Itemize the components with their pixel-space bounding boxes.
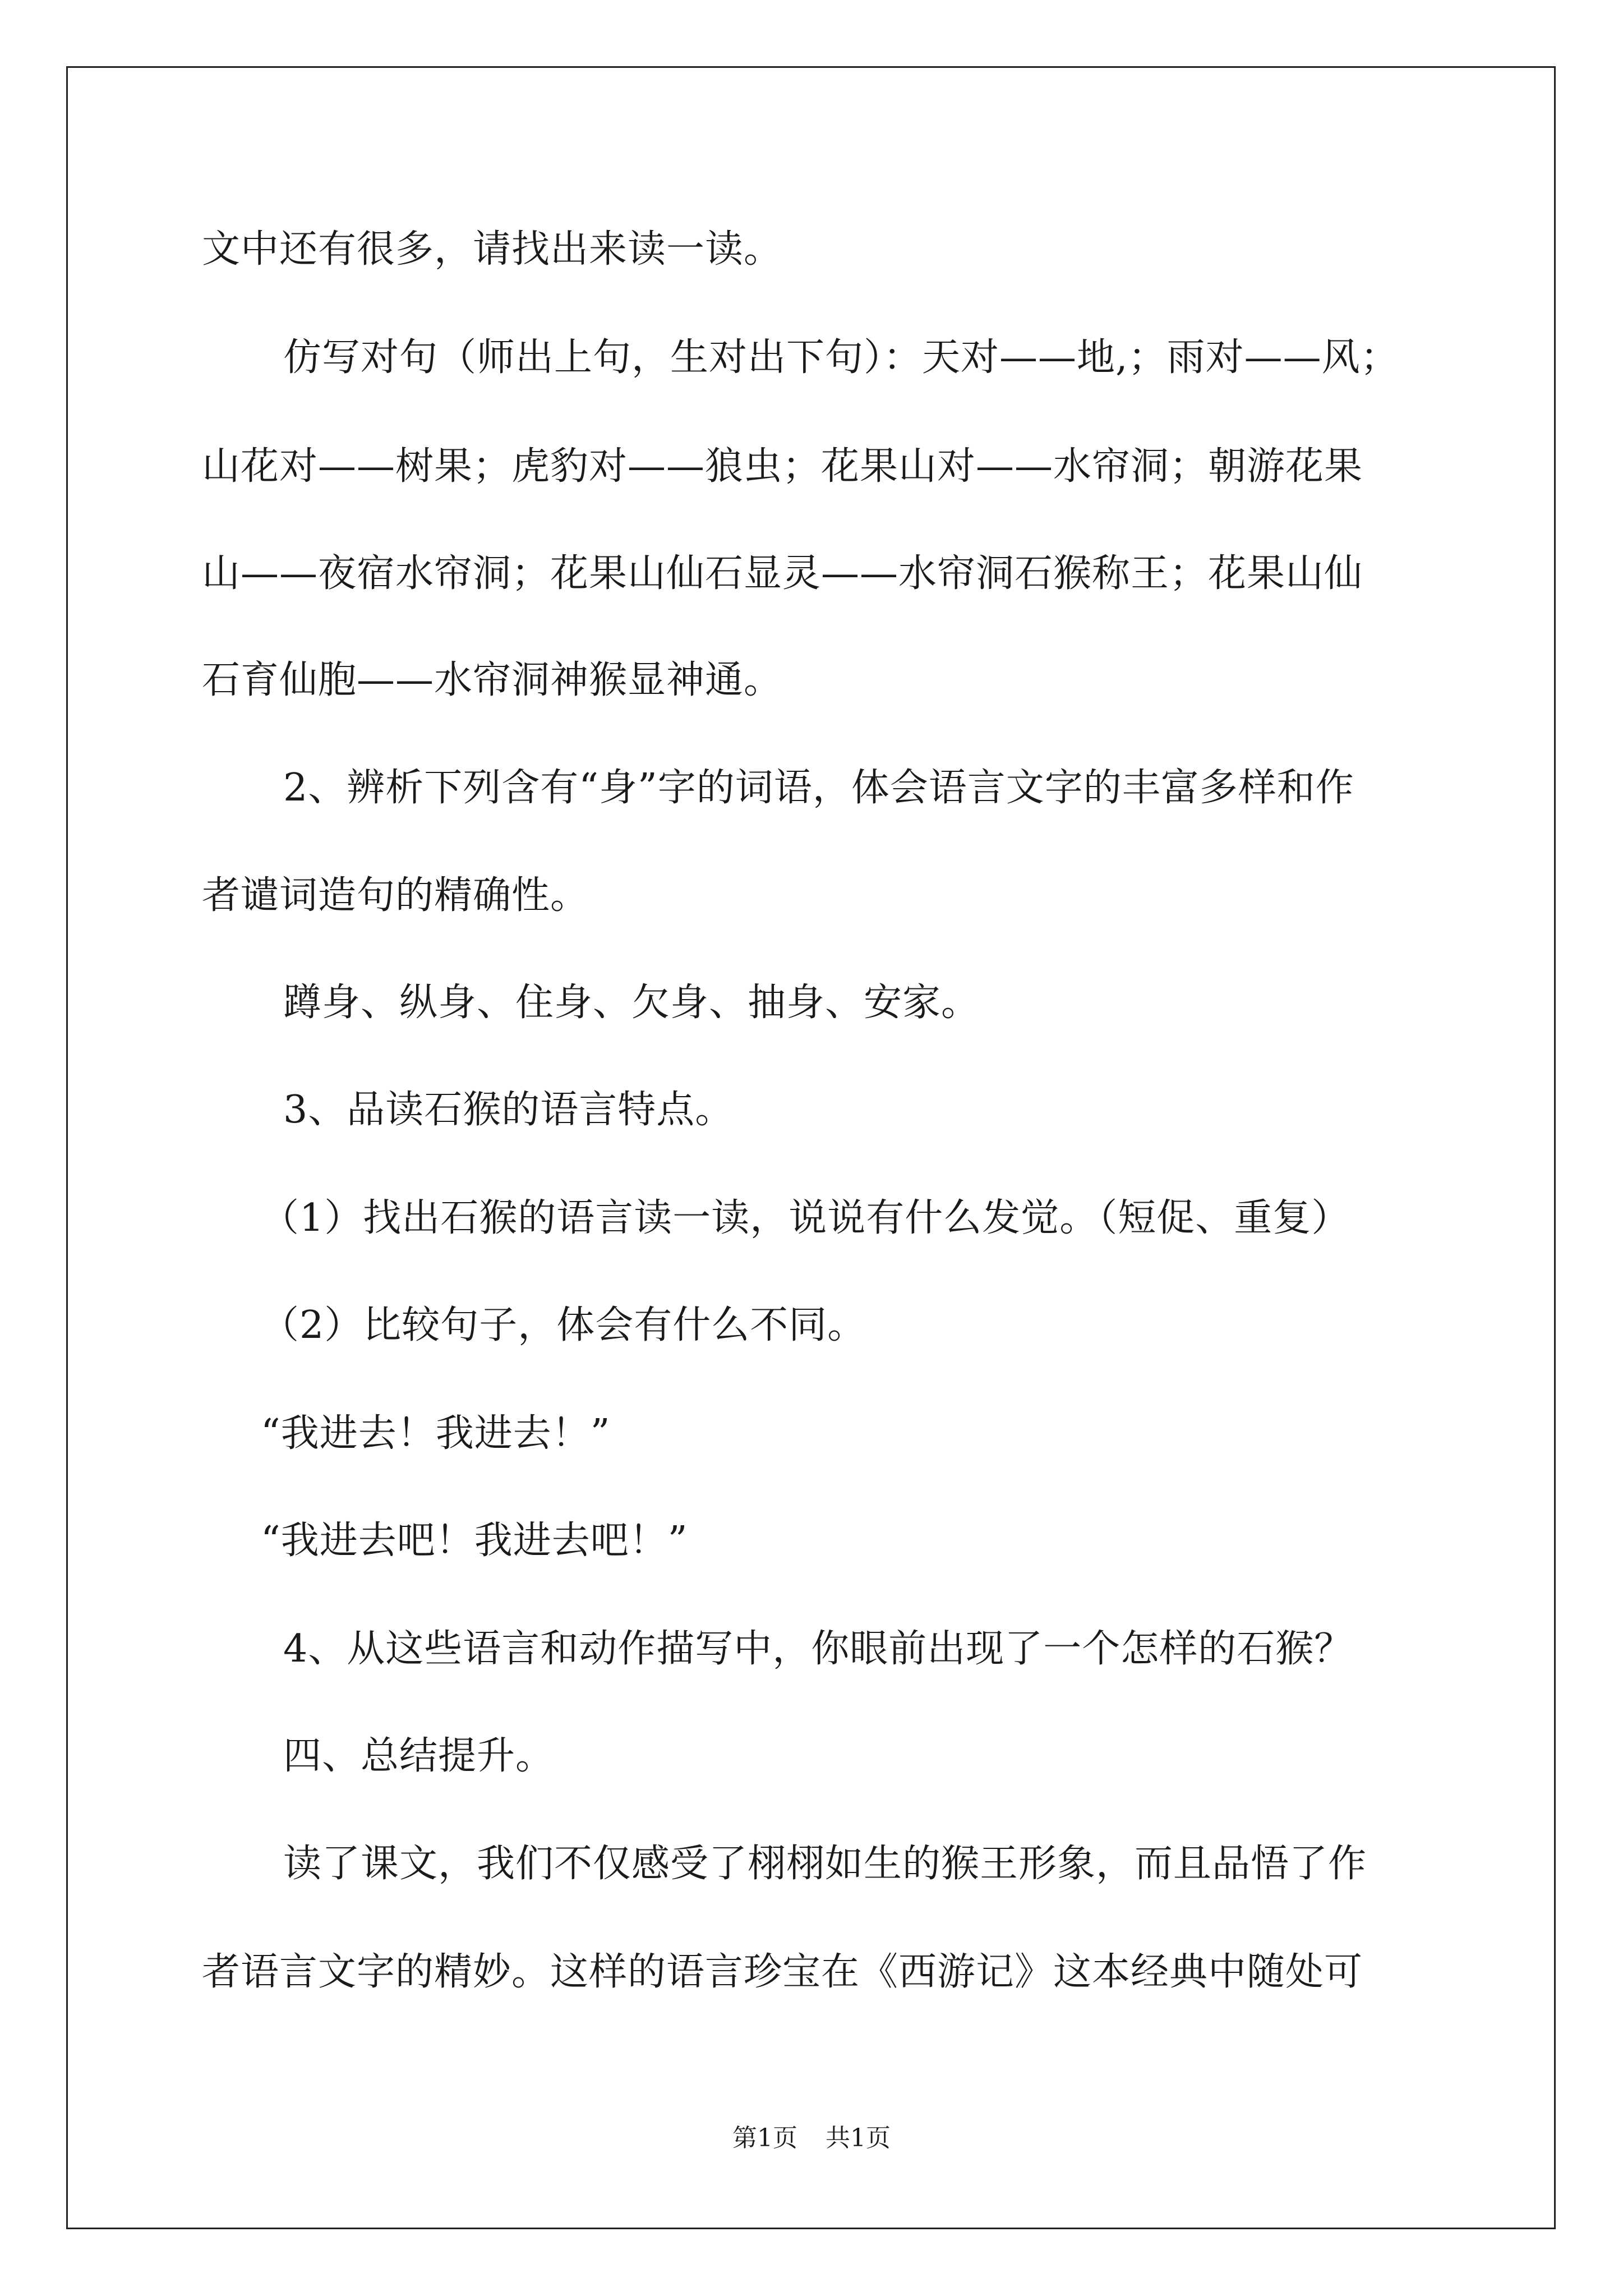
text-line: 山——夜宿水帘洞；花果山仙石显灵——水帘洞石猴称王；花果山仙	[202, 551, 1363, 596]
text-line: （2）比较句子，体会有什么不同。	[261, 1303, 866, 1347]
text-line: 文中还有很多，请找出来读一读。	[202, 227, 783, 272]
text-line: 4、从这些语言和动作描写中，你眼前出现了一个怎样的石猴？	[283, 1627, 1353, 1671]
text-line: 者语言文字的精妙。这样的语言珍宝在《西游记》这本经典中随处可	[202, 1950, 1363, 1994]
text-line: 者谴词造句的精确性。	[202, 873, 589, 918]
text-line: 读了课文，我们不仅感受了栩栩如生的猴王形象，而且品悟了作	[283, 1842, 1367, 1886]
text-line: 仿写对句（师出上句，生对出下句）：天对——地,；雨对——风；	[283, 335, 1399, 380]
page-frame	[66, 66, 1556, 2229]
text-line: 山花对——树果；虎豹对——狼虫；花果山对——水帘洞；朝游花果	[202, 444, 1363, 489]
text-line: （1）找出石猴的语言读一读，说说有什么发觉。（短促、重复）	[261, 1196, 1350, 1240]
text-line: 石育仙胞——水帘洞神猴显神通。	[202, 658, 783, 702]
text-line: 3、品读石猴的语言特点。	[283, 1088, 734, 1132]
page-number: 第1页	[732, 2124, 797, 2152]
text-line: 2、辨析下列含有“身”字的词语，体会语言文字的丰富多样和作	[283, 766, 1354, 810]
page-total: 共1页	[826, 2124, 891, 2152]
text-line: 蹲身、纵身、住身、欠身、抽身、安家。	[283, 981, 980, 1025]
page-footer	[0, 2122, 1623, 2155]
text-line: “我进去！我进去！”	[261, 1411, 611, 1456]
text-line: “我进去吧！我进去吧！”	[261, 1519, 688, 1563]
text-line: 四、总结提升。	[283, 1734, 555, 1778]
